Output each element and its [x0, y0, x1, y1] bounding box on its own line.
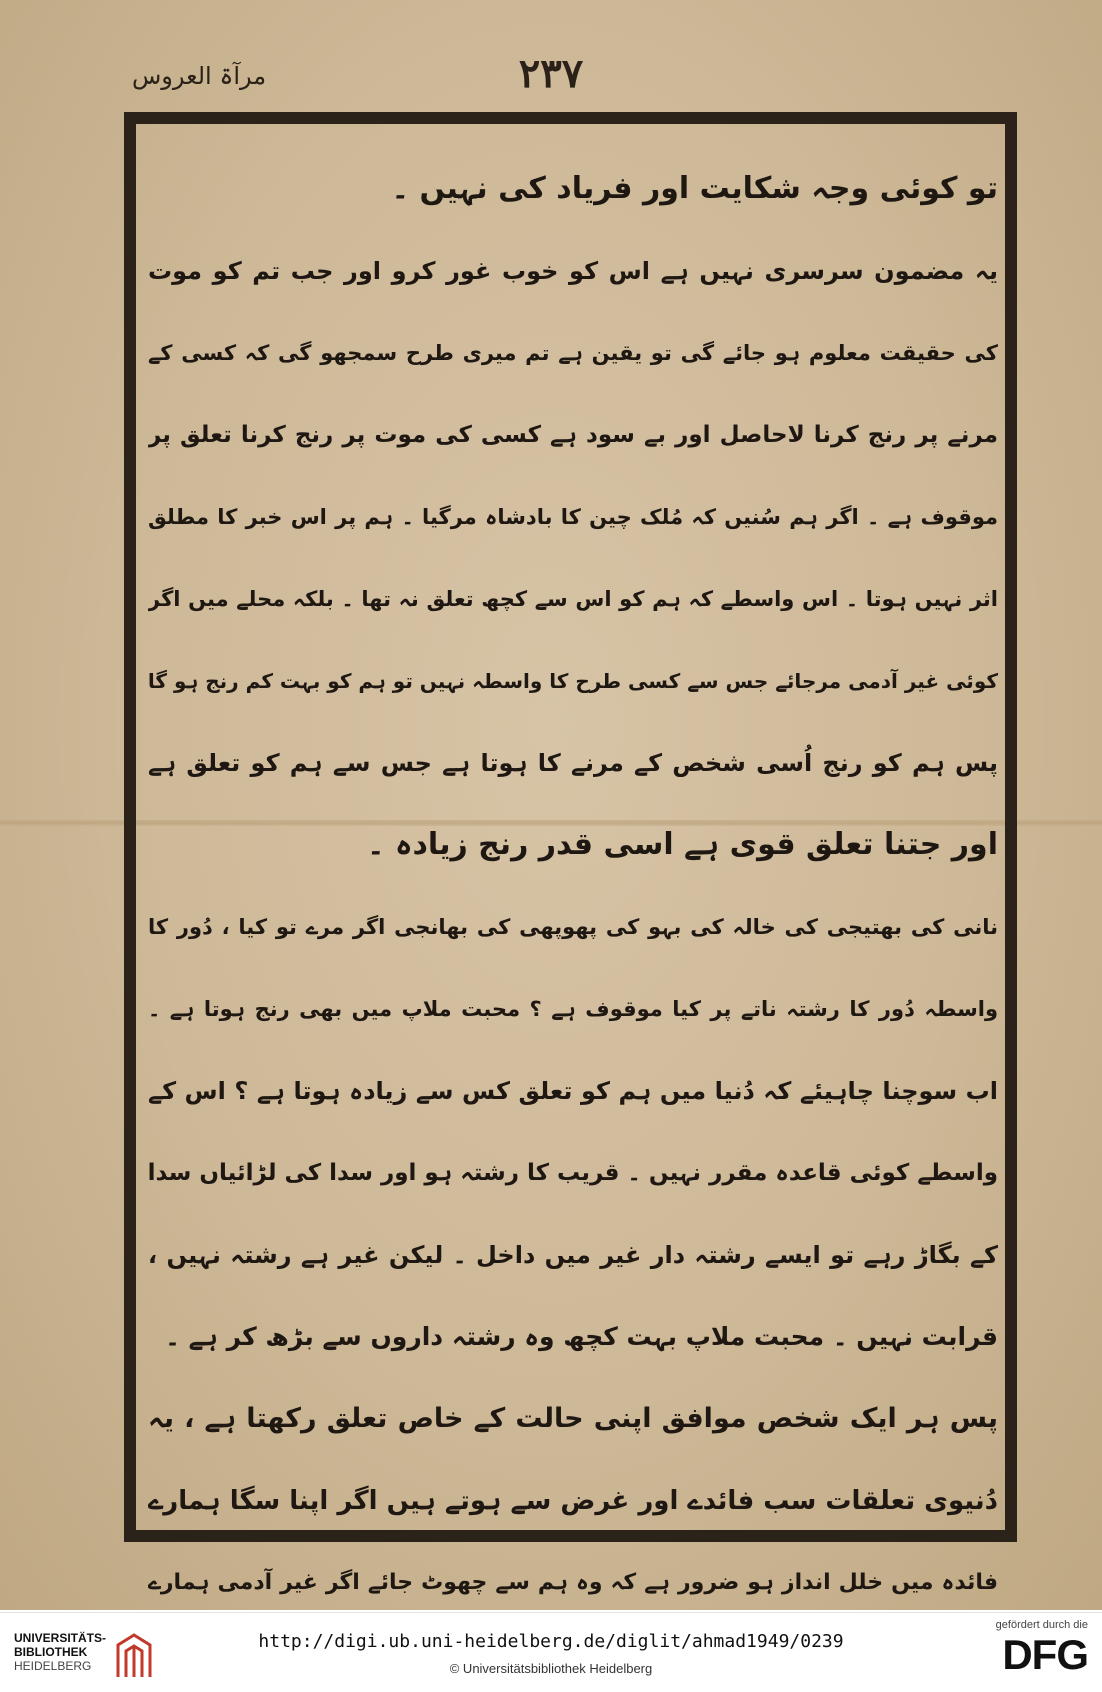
page-number: ۲۳۷ [518, 50, 584, 97]
text-line: پس ہم کو رنج اُسی شخص کے مرنے کا ہوتا ہے جس سے ہم کو تعلق ہے [148, 749, 998, 777]
text-line: یہ مضمون سرسری نہیں ہے اس کو خوب غور کرو اور جب تم کو موت [148, 257, 998, 285]
running-title: مرآۃ العروس [132, 62, 267, 90]
text-line: پس ہر ایک شخص موافق اپنی حالت کے خاص تعلق رکھتا ہے ، یہ [148, 1403, 998, 1434]
text-line: کے بگاڑ رہے تو ایسے رشتہ دار غیر میں داخل ۔ لیکن غیر ہے رشتہ نہیں ، [148, 1241, 998, 1269]
permalink-url[interactable]: http://digi.ub.uni-heidelberg.de/diglit/ahmad1949/0239 [258, 1631, 844, 1652]
text-line: فائدہ میں خلل انداز ہو ضرور ہے کہ وہ ہم سے چھوٹ جائے اگر غیر آدمی ہمارے [148, 1570, 998, 1595]
dfg-logo[interactable]: DFG [1002, 1631, 1088, 1678]
text-line: اب سوچنا چاہیئے کہ دُنیا میں ہم کو تعلق کس سے زیادہ ہوتا ہے ؟ اس کے [148, 1077, 998, 1105]
text-line: قرابت نہیں ۔ محبت ملاپ بہت کچھ وہ رشتہ داروں سے بڑھ کر ہے ۔ [165, 1322, 998, 1351]
text-line: کوئی غیر آدمی مرجائے جس سے کسی طرح کا واسطہ نہیں تو ہم کو بہت کم رنج ہو گا [148, 669, 998, 693]
text-line: دُنیوی تعلقات سب فائدے اور غرض سے ہوتے ہیں اگر اپنا سگا ہمارے [148, 1486, 998, 1516]
text-line: موقوف ہے ۔ اگر ہم سُنیں کہ مُلک چین کا بادشاہ مرگیا ۔ ہم پر اس خبر کا مطلق [148, 505, 998, 529]
footer-bar [0, 1612, 1102, 1692]
funding-block [968, 1619, 1088, 1679]
text-line: اثر نہیں ہوتا ۔ اس واسطے کہ ہم کو اس سے کچھ تعلق نہ تھا ۔ بلکہ محلے میں اگر [148, 587, 998, 611]
copyright-notice: © Universitätsbibliothek Heidelberg [449, 1661, 653, 1676]
text-line: کی حقیقت معلوم ہو جائے گی تو یقین ہے تم میری طرح سمجھو گی کہ کسی کے [148, 341, 998, 365]
text-line: اور جتنا تعلق قوی ہے اسی قدر رنج زیادہ ۔ [366, 827, 998, 862]
text-line: نانی کی بھتیجی کی خالہ کی بہو کی پھوپھی کی بھانجی اگر مرے تو کیا ، دُور کا [148, 915, 998, 939]
body-text [148, 148, 998, 1624]
library-name-line2: BIBLIOTHEK [14, 1645, 88, 1659]
text-line: تو کوئی وجہ شکایت اور فریاد کی نہیں ۔ [391, 171, 998, 206]
text-line: واسطہ دُور کا رشتہ ناتے پر کیا موقوف ہے ؟ محبت ملاپ میں بھی رنج ہوتا ہے ۔ [148, 997, 998, 1021]
text-line: مرنے پر رنج کرنا لاحاصل اور بے سود ہے کسی کی موت پر رنج کرنا تعلق پر [148, 422, 998, 448]
text-line: واسطے کوئی قاعدہ مقرر نہیں ۔ قریب کا رشتہ ہو اور سدا کی لڑائیاں سدا [148, 1160, 998, 1186]
library-name-line1: UNIVERSITÄTS- [14, 1631, 107, 1645]
funding-caption: gefördert durch die [995, 1619, 1088, 1631]
library-name-line3: HEIDELBERG [14, 1659, 92, 1673]
